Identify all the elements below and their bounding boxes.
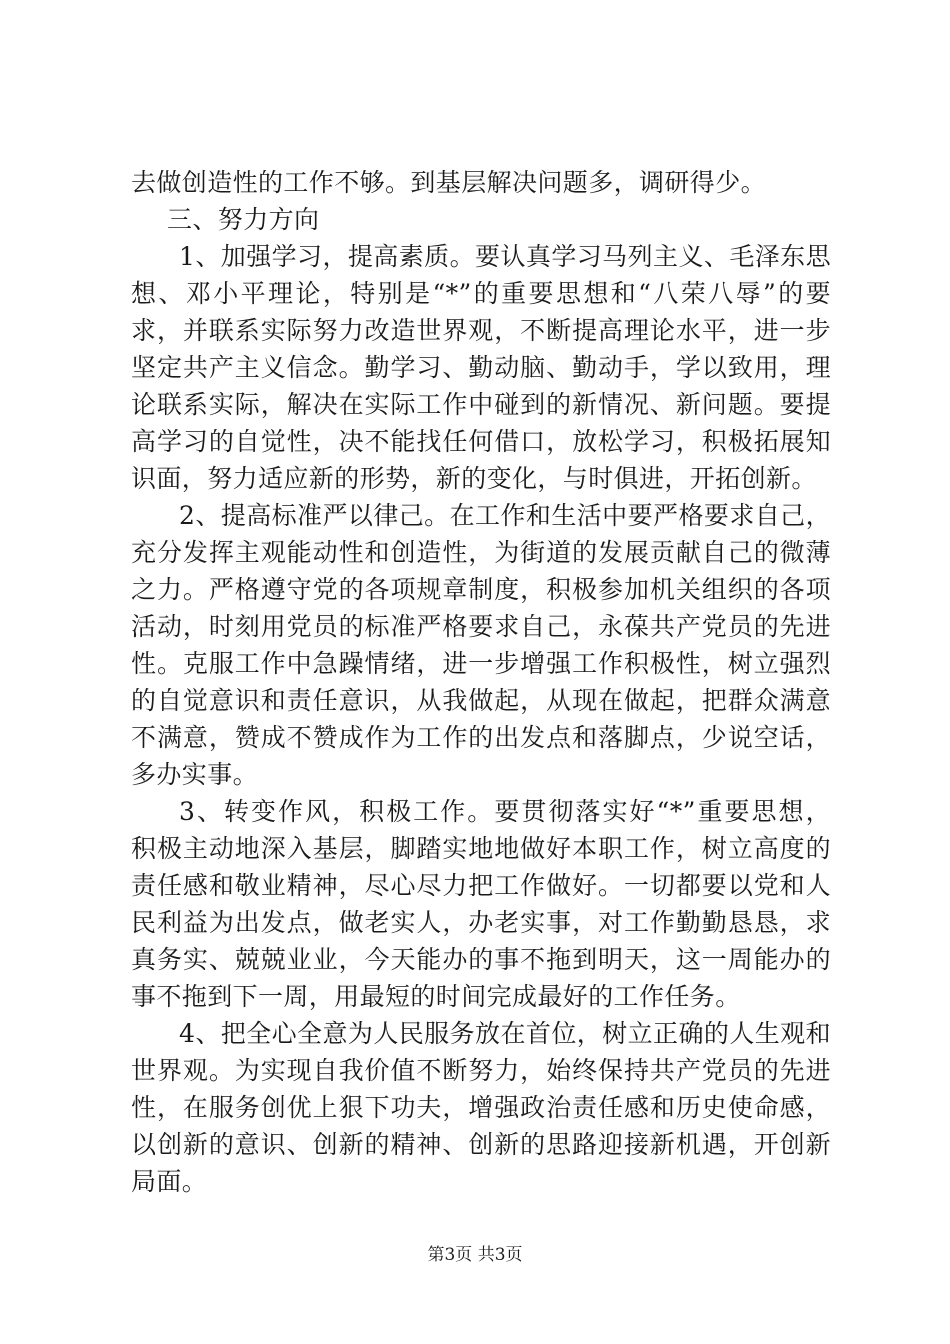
text-line: 求，并联系实际努力改造世界观，不断提高理论水平，进一步	[131, 316, 831, 345]
text-line: 识面，努力适应新的形势，新的变化，与时俱进，开拓创新。	[131, 464, 817, 493]
text-line: 性。克服工作中急躁情绪，进一步增强工作积极性，树立强烈	[131, 649, 831, 678]
text-line: 之力。严格遵守党的各项规章制度，积极参加机关组织的各项	[131, 575, 831, 604]
text-line: 2、提高标准严以律己。在工作和生活中要严格要求自己，	[179, 501, 831, 530]
text-line: 活动，时刻用党员的标准严格要求自己，永葆共产党员的先进	[131, 612, 831, 641]
text-line: 4、把全心全意为人民服务放在首位，树立正确的人生观和	[179, 1019, 831, 1048]
text-line: 多办实事。	[131, 760, 259, 789]
document-body	[131, 164, 831, 1200]
text-line: 想、邓小平理论，特别是“*”的重要思想和“八荣八辱”的要	[131, 279, 831, 308]
text-line: 三、努力方向	[167, 205, 320, 234]
text-line: 局面。	[131, 1167, 208, 1196]
text-line: 论联系实际，解决在实际工作中碰到的新情况、新问题。要提	[131, 390, 831, 419]
text-line: 民利益为出发点，做老实人，办老实事，对工作勤勤恳恳，求	[131, 908, 831, 937]
text-line: 性，在服务创优上狠下功夫，增强政治责任感和历史使命感，	[131, 1093, 831, 1122]
text-line: 以创新的意识、创新的精神、创新的思路迎接新机遇，开创新	[131, 1130, 831, 1159]
page-footer: 第3页 共3页	[427, 1245, 523, 1265]
text-line: 不满意，赞成不赞成作为工作的出发点和落脚点，少说空话，	[131, 723, 831, 752]
text-line: 真务实、兢兢业业，今天能办的事不拖到明天，这一周能办的	[131, 945, 831, 974]
text-line: 1、加强学习，提高素质。要认真学习马列主义、毛泽东思	[179, 242, 831, 271]
text-line: 3、转变作风，积极工作。要贯彻落实好“*”重要思想，	[179, 797, 831, 826]
text-line: 高学习的自觉性，决不能找任何借口，放松学习，积极拓展知	[131, 427, 831, 456]
text-line: 责任感和敬业精神，尽心尽力把工作做好。一切都要以党和人	[131, 871, 831, 900]
text-line: 的自觉意识和责任意识，从我做起，从现在做起，把群众满意	[131, 686, 831, 715]
text-line: 坚定共产主义信念。勤学习、勤动脑、勤动手，学以致用，理	[131, 353, 831, 382]
text-line: 去做创造性的工作不够。到基层解决问题多，调研得少。	[131, 168, 767, 197]
text-line: 事不拖到下一周，用最短的时间完成最好的工作任务。	[131, 982, 741, 1011]
text-line: 世界观。为实现自我价值不断努力，始终保持共产党员的先进	[131, 1056, 831, 1085]
text-line: 充分发挥主观能动性和创造性，为街道的发展贡献自己的微薄	[131, 538, 831, 567]
text-line: 积极主动地深入基层，脚踏实地地做好本职工作，树立高度的	[131, 834, 831, 863]
